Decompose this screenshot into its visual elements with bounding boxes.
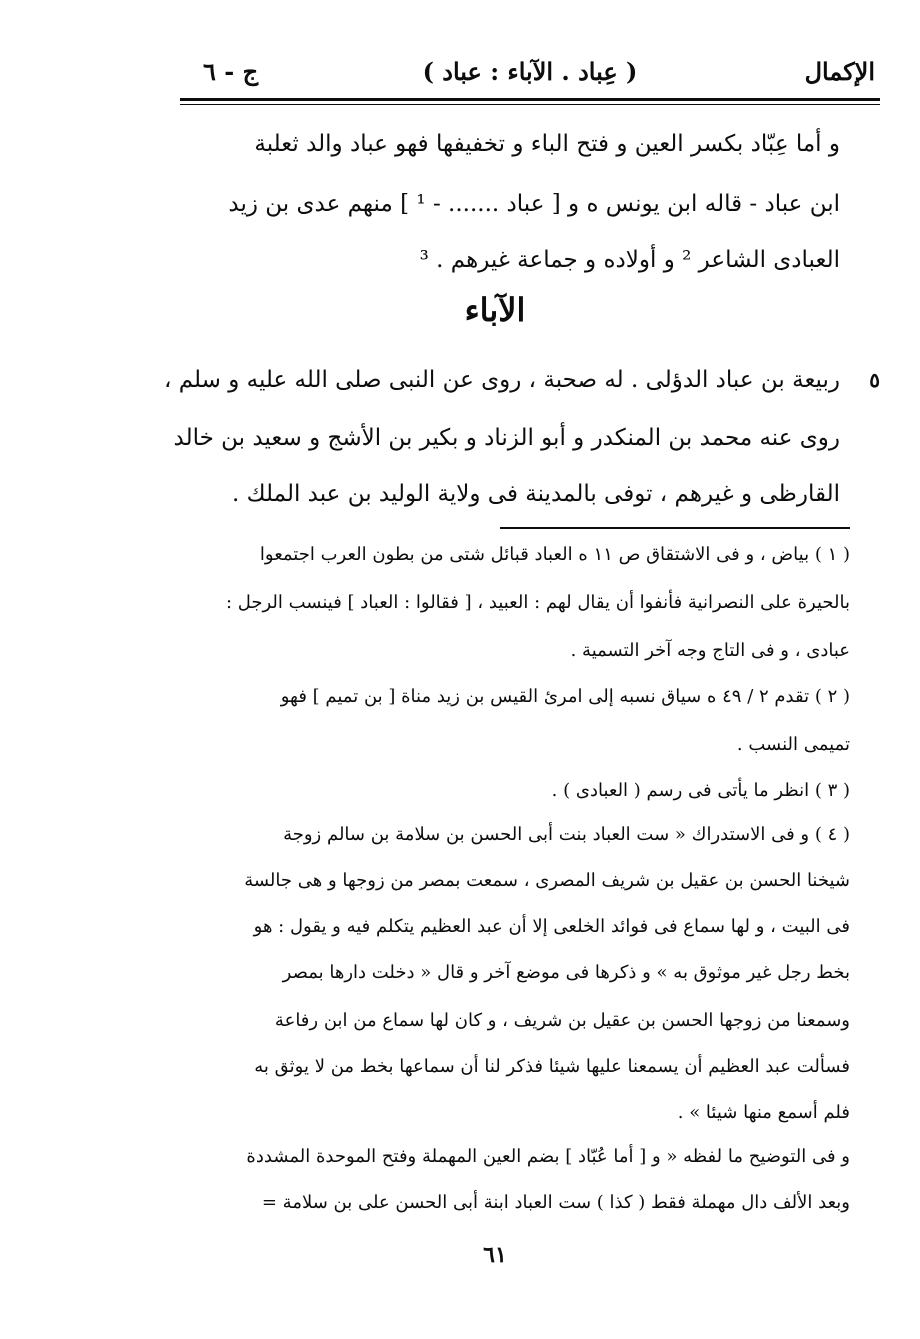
header-volume: ج - ٦ (203, 57, 259, 86)
running-header (185, 52, 875, 92)
header-rule-thin (180, 104, 880, 105)
page-number: ٦١ (483, 1242, 507, 1268)
footnote-line: ( ١ ) بياض ، و فى الاشتقاق ص ١١ ه العباد قبائل شتى من بطون العرب اجتمعوا (259, 544, 850, 565)
entry-line: ربيعة بن عباد الدؤلى . له صحبة ، روى عن النبى صلى الله عليه و سلم ، (163, 367, 840, 393)
entry-line: روى عنه محمد بن المنكدر و أبو الزناد و بكير بن الأشج و سعيد بن خالد (173, 425, 840, 451)
footnote-line: عبادى ، و فى التاج وجه آخر التسمية . (570, 640, 850, 661)
header-book-title: الإكمال (804, 57, 875, 86)
margin-line-number: ٥ (869, 368, 880, 392)
footnote-line: ( ٢ ) تقدم ٢ / ٤٩ ه سياق نسبه إلى امرئ القيس بن زيد مناة [ بن تميم ] فهو (280, 686, 850, 707)
header-section-title: ( عِباد . الآباء : عباد ) (422, 57, 638, 86)
footnote-line: تميمى النسب . (736, 734, 850, 755)
footnote-line: فلم أسمع منها شيئا » . (677, 1102, 850, 1123)
body-line: و أما عِبّاد بكسر العين و فتح الباء و تخفيفها فهو عباد والد ثعلبة (254, 131, 840, 157)
footnote-line: بالحيرة على النصرانية فأنفوا أن يقال لهم : العبيد ، [ فقالوا : العباد ] فينسب الرجل : (225, 592, 850, 613)
entry-line: القارظى و غيرهم ، توفى بالمدينة فى ولاية الوليد بن عبد الملك . (232, 481, 840, 507)
footnote-line: وبعد الألف دال مهملة فقط ( كذا ) ست العباد ابنة أبى الحسن على بن سلامة = (261, 1192, 850, 1213)
footnote-line: فسألت عبد العظيم أن يسمعنا عليها شيئا فذكر لنا أن سماعها بخط من لا يوثق به (254, 1056, 850, 1077)
footnote-line: وسمعنا من زوجها الحسن بن عقيل بن شريف ، و كان لها سماع من ابن رفاعة (274, 1010, 850, 1031)
footnote-line: بخط رجل غير موثوق به » و ذكرها فى موضع آخر و قال « دخلت دارها بمصر (282, 962, 850, 983)
footnote-line: فى البيت ، و لها سماع فى فوائد الخلعى إلا أن عبد العظيم يتكلم فيه و يقول : هو (253, 916, 850, 937)
footnote-separator (500, 527, 850, 529)
footnote-line: و فى التوضيح ما لفظه « و [ أما عُبّاد ] بضم العين المهملة وفتح الموحدة المشددة (246, 1146, 850, 1167)
body-line: العبادى الشاعر ² و أولاده و جماعة غيرهم . ³ (419, 247, 840, 273)
footnote-line: شيخنا الحسن بن عقيل بن شريف المصرى ، سمعت بمصر من زوجها و هى جالسة (244, 870, 850, 891)
section-heading: الآباء (464, 291, 526, 329)
body-line: ابن عباد - قاله ابن يونس ه و [ عباد ....... - ¹ ] منهم عدى بن زيد (228, 191, 840, 217)
footnote-line: ( ٣ ) انظر ما يأتى فى رسم ( العبادى ) . (551, 780, 850, 801)
header-rule (180, 98, 880, 101)
footnote-line: ( ٤ ) و فى الاستدراك « ست العباد بنت أبى الحسن بن سلامة بن سالم زوجة (283, 824, 850, 845)
